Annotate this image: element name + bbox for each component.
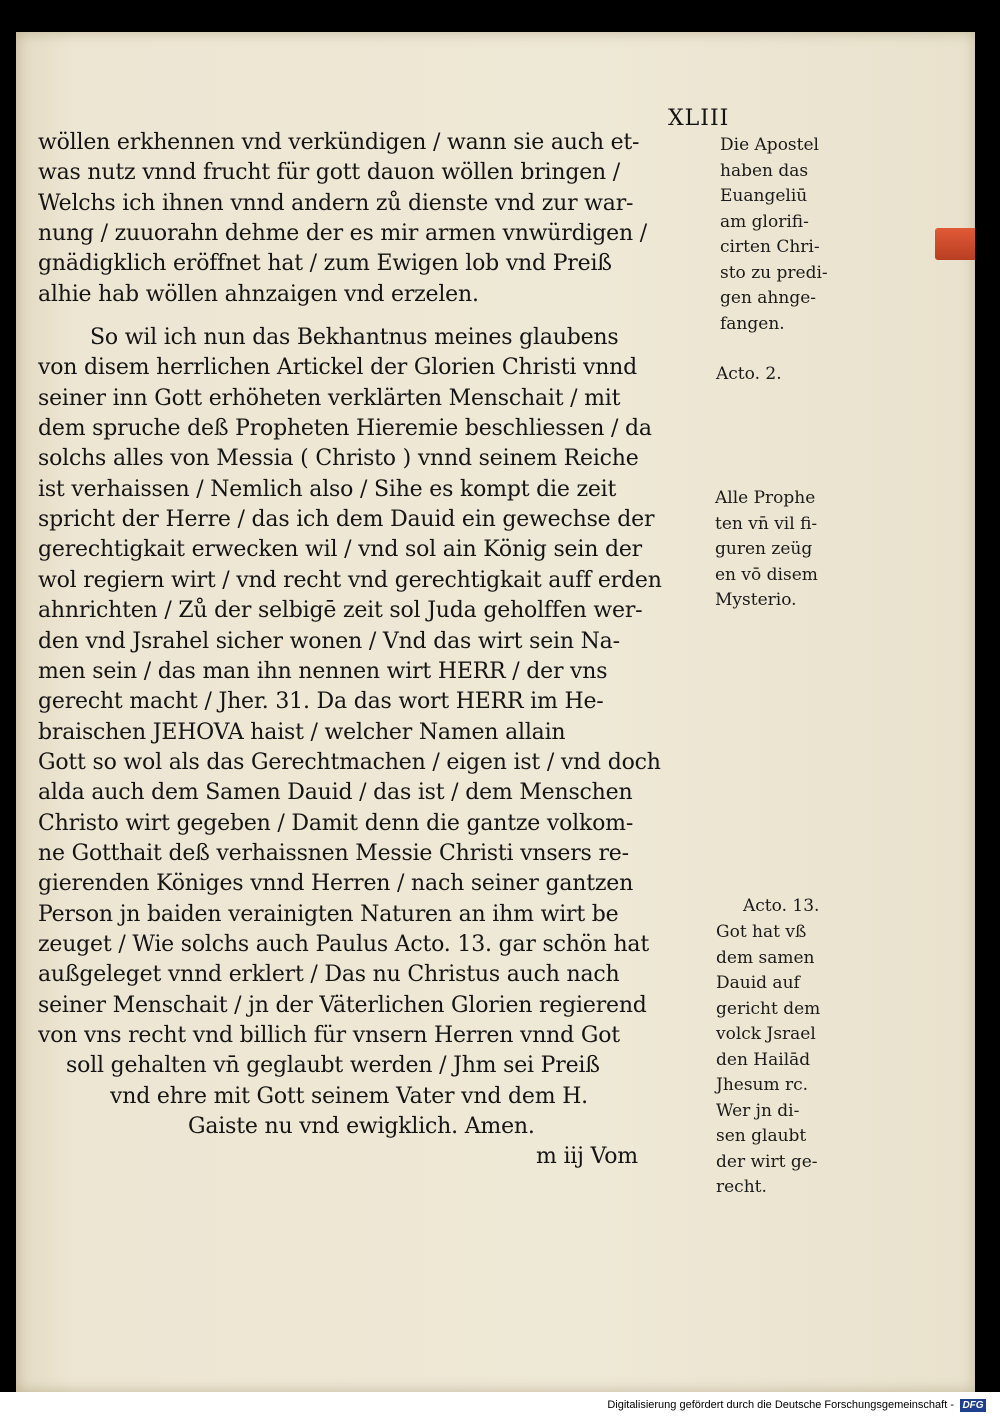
text-line: braischen JEHOVA haist / welcher Namen allain <box>38 719 566 745</box>
margin-note-line: den Hailād <box>716 1049 811 1070</box>
text-line: ahnrichten / Zů der selbigē zeit sol Juda geholffen wer- <box>38 598 643 624</box>
text-line: gerechtigkait erwecken wil / vnd sol ain König sein der <box>38 537 642 563</box>
margin-note-line: gericht dem <box>716 998 821 1019</box>
text-line: solchs alles von Messia ( Christo ) vnnd seinem Reiche <box>38 446 639 472</box>
folio-number: XLIII <box>668 106 730 131</box>
margin-note-line: Euangeliū <box>720 186 808 206</box>
text-line: vnd ehre mit Gott seinem Vater vnd dem H. <box>110 1083 588 1109</box>
text-line: zeuget / Wie solchs auch Paulus Acto. 13. gar schön hat <box>38 931 649 957</box>
text-line: soll gehalten vn̄ geglaubt werden / Jhm sei Preiß <box>66 1053 600 1079</box>
margin-note-line: en vō disem <box>715 564 818 585</box>
margin-note-line: Jhesum rc. <box>716 1075 809 1095</box>
text-line: alda auch dem Samen Dauid / das ist / dem Menschen <box>38 780 633 806</box>
text-line: seiner inn Gott erhöheten verklärten Menschait / mit <box>38 385 621 411</box>
text-line: nung / zuuorahn dehme der es mir armen vnwürdigen / <box>38 221 647 247</box>
margin-note-line: der wirt ge- <box>716 1151 818 1172</box>
catchword-line: m iij Vom <box>536 1144 638 1170</box>
book-page <box>16 32 975 1392</box>
margin-note-line: dem samen <box>716 947 815 968</box>
text-line: Gott so wol als das Gerechtmachen / eigen ist / vnd doch <box>38 749 661 775</box>
margin-note-line: volck Jsrael <box>716 1024 816 1044</box>
text-line: den vnd Jsrahel sicher wonen / Vnd das wirt sein Na- <box>38 628 620 654</box>
text-line: gierenden Königes vnnd Herren / nach seiner gantzen <box>38 871 634 897</box>
margin-note-line: Acto. 2. <box>716 364 782 384</box>
margin-note-line: Dauid auf <box>716 973 800 993</box>
text-line: von vns recht vnd billich für vnsern Herren vnnd Got <box>38 1022 620 1048</box>
margin-note-god-raised <box>716 920 820 1201</box>
text-line: wöllen erkhennen vnd verkündigen / wann sie auch et- <box>38 130 640 155</box>
text-line: men sein / das man ihn nennen wirt HERR / der vns <box>38 658 608 684</box>
margin-note-acto-2 <box>716 362 782 388</box>
text-line: gnädigklich eröffnet hat / zum Ewigen lob vnd Preiß <box>38 251 612 277</box>
margin-note-line: cirten Chri- <box>720 237 820 257</box>
margin-note-line: haben das <box>720 160 809 181</box>
margin-note-line: am glorifi- <box>720 211 809 232</box>
margin-note-line: gen ahnge- <box>720 288 817 308</box>
text-line: was nutz vnnd frucht für gott dauon wöllen bringen / <box>38 160 620 186</box>
footer-bar <box>0 1392 1000 1420</box>
text-line: wol regiern wirt / vnd recht vnd gerechtigkait auff erden <box>38 567 662 593</box>
margin-note-line: Alle Prophe <box>715 488 816 508</box>
dfg-logo: DFG <box>960 1399 986 1412</box>
text-line: Person jn baiden verainigten Naturen an ihm wirt be <box>38 901 619 927</box>
margin-note-apostles <box>720 133 828 337</box>
margin-note-acto-13 <box>719 894 819 920</box>
text-line: von disem herrlichen Artickel der Glorien Christi vnnd <box>38 355 638 381</box>
margin-note-line: Got hat vß <box>716 922 807 942</box>
text-line: Christo wirt gegeben / Damit denn die gantze volkom- <box>38 810 634 836</box>
margin-note-line: sto zu predi- <box>720 262 828 283</box>
text-line: gerecht macht / Jher. 31. Da das wort HERR im He- <box>38 689 604 715</box>
margin-note-line: Acto. 13. <box>743 896 820 916</box>
margin-note-line: Mysterio. <box>715 590 797 610</box>
text-line: dem spruche deß Propheten Hieremie beschliessen / da <box>38 416 652 442</box>
margin-note-line: recht. <box>716 1177 767 1197</box>
text-line: Welchs ich ihnen vnnd andern zů dienste vnd zur war- <box>38 190 634 216</box>
margin-note-line: fangen. <box>720 313 785 334</box>
page-tab-marker <box>935 228 975 260</box>
text-line: ne Gotthait deß verhaissnen Messie Christi vnsers re- <box>38 840 629 866</box>
margin-note-line: ten vn̄ vil fi- <box>715 513 818 534</box>
margin-note-line: guren zeüg <box>715 539 813 559</box>
margin-note-line: sen glaubt <box>716 1126 807 1146</box>
main-text-block <box>38 128 723 1173</box>
text-line: spricht der Herre / das ich dem Dauid ein gewechse der <box>38 507 655 533</box>
text-line: außgeleget vnnd erklert / Das nu Christus auch nach <box>38 962 620 988</box>
margin-note-line: Die Apostel <box>720 135 819 155</box>
text-line: ist verhaissen / Nemlich also / Sihe es kompt die zeit <box>38 476 617 502</box>
text-line: alhie hab wöllen ahnzaigen vnd erzelen. <box>38 281 479 307</box>
text-line: Gaiste nu vnd ewigklich. Amen. <box>188 1114 535 1139</box>
text-line: seiner Menschait / jn der Väterlichen Glorien regierend <box>38 992 647 1018</box>
funding-notice: Digitalisierung gefördert durch die Deutsche Forschungsgemeinschaft - <box>607 1399 954 1411</box>
margin-note-line: Wer jn di- <box>716 1100 800 1121</box>
paragraph-gap <box>38 310 723 323</box>
margin-note-prophets <box>715 486 818 614</box>
text-line: So wil ich nun das Bekhantnus meines glaubens <box>90 325 619 351</box>
